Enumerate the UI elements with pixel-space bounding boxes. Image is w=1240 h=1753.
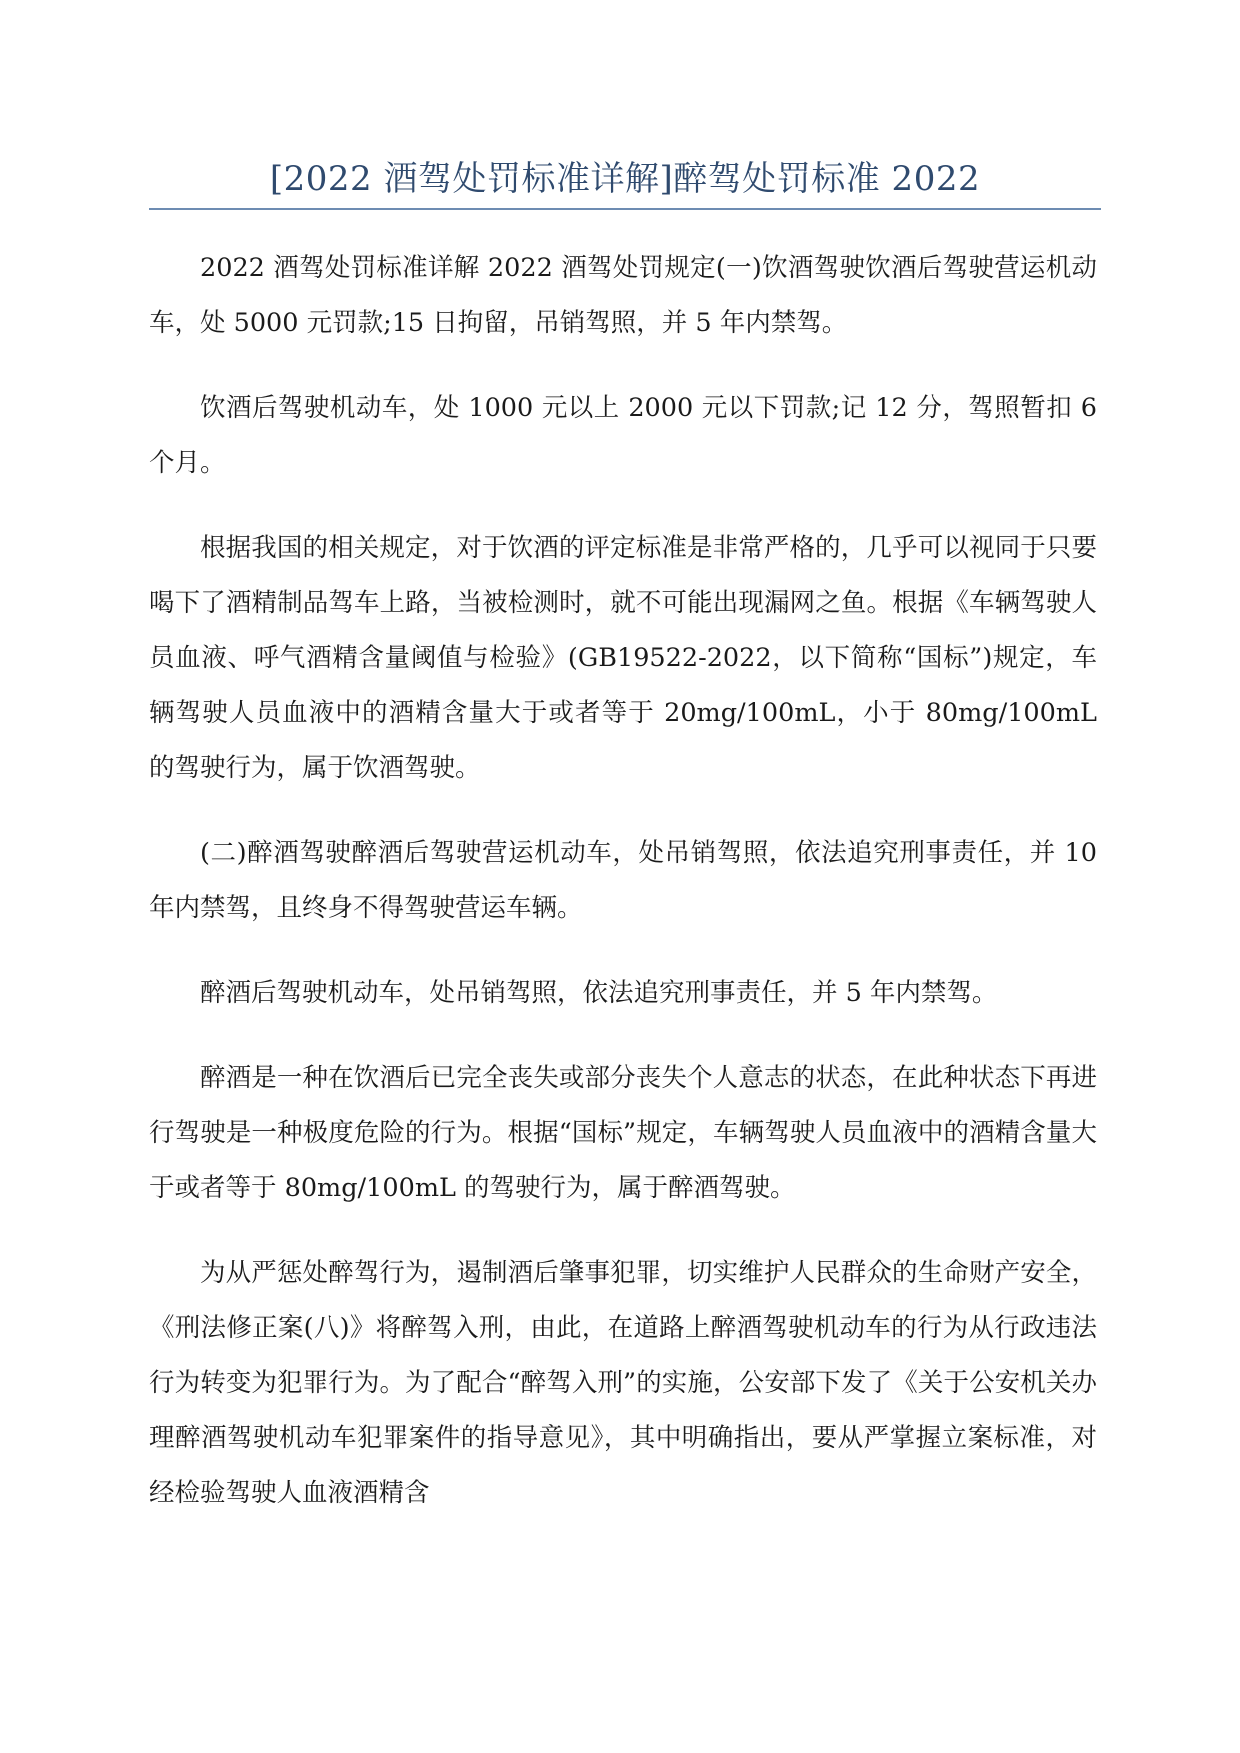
paragraph-intoxication-definition: 醉酒是一种在饮酒后已完全丧失或部分丧失个人意志的状态，在此种状态下再进行驾驶是一种极度危险的行为。根据“国标”规定，车辆驾驶人员血液中的酒精含量大于或者等于 80mg/100mL 的驾驶行为，属于醉酒驾驶。 — [149, 1063, 1097, 1203]
document-body — [149, 241, 1097, 1551]
paragraph-drunk-driving-penalty-commercial: 2022 酒驾处罚标准详解 2022 酒驾处罚规定(一)饮酒驾驶饮酒后驾驶营运机动车，处 5000 元罚款;15 日拘留，吊销驾照，并 5 年内禁驾。 — [149, 253, 1097, 338]
paragraph-intoxicated-driving-regular: 醉酒后驾驶机动车，处吊销驾照，依法追究刑事责任，并 5 年内禁驾。 — [200, 978, 998, 1008]
title-underline — [149, 208, 1101, 210]
paragraph-criminal-law-amendment: 为从严惩处醉驾行为，遏制酒后肇事犯罪，切实维护人民群众的生命财产安全，《刑法修正案(八)》将醉驾入刑，由此，在道路上醉酒驾驶机动车的行为从行政违法行为转变为犯罪行为。为了配合“醉驾入刑”的实施，公安部下发了《关于公安机关办理醉酒驾驶机动车犯罪案件的指导意见》，其中明确指出，要从严掌握立案标准，对经检验驾驶人血液酒精含 — [149, 1258, 1097, 1508]
document-title: [2022 酒驾处罚标准详解]醉驾处罚标准 2022 — [269, 159, 981, 199]
paragraph-drunk-driving-penalty-regular: 饮酒后驾驶机动车，处 1000 元以上 2000 元以下罚款;记 12 分，驾照暂扣 6 个月。 — [149, 393, 1097, 478]
paragraph-drinking-standard: 根据我国的相关规定，对于饮酒的评定标准是非常严格的，几乎可以视同于只要喝下了酒精制品驾车上路，当被检测时，就不可能出现漏网之鱼。根据《车辆驾驶人员血液、呼气酒精含量阈值与检验》(GB19522-2022，以下简称“国标”)规定，车辆驾驶人员血液中的酒精含量大于或者等于 20mg/100mL，小于 80mg/100mL 的驾驶行为，属于饮酒驾驶。 — [149, 533, 1097, 783]
paragraph-intoxicated-driving-commercial: (二)醉酒驾驶醉酒后驾驶营运机动车，处吊销驾照，依法追究刑事责任，并 10 年内禁驾，且终身不得驾驶营运车辆。 — [149, 838, 1097, 923]
